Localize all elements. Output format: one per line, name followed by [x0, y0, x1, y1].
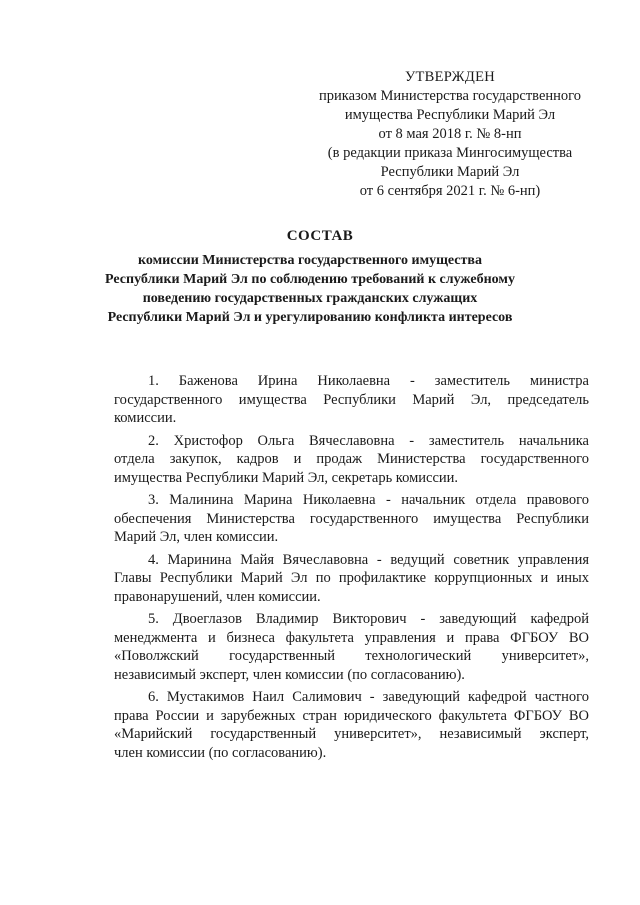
approval-line: (в редакции приказа Мингосимущества	[327, 145, 573, 161]
member-line: Главы Республики Марий Эл по профилактике коррупционных и иных	[114, 570, 589, 586]
member-line: «Марийский государственный университет», независимый эксперт,	[114, 726, 589, 742]
document-subtitle	[80, 251, 540, 327]
approval-line: приказом Министерства государственного	[319, 88, 581, 104]
member-line: государственного имущества Республики Марий Эл, председатель	[114, 391, 589, 408]
members-list	[114, 372, 589, 766]
member-line: 2. Христофор Ольга Вячеславовна - заместитель начальника	[148, 432, 589, 449]
list-item	[114, 688, 589, 762]
approval-line: от 6 сентября 2021 г. № 6-нп)	[359, 183, 541, 199]
list-item	[114, 432, 589, 488]
member-line: обеспечения Министерства государственного имущества Республики	[114, 510, 589, 527]
member-line: 6. Мустакимов Наил Салимович - заведующий кафедрой частного	[148, 689, 589, 705]
list-item	[114, 610, 589, 684]
approval-stamp-block	[300, 68, 600, 201]
approval-line: от 8 мая 2018 г. № 8-нп	[378, 126, 522, 142]
list-item	[114, 551, 589, 607]
member-line: менеджмента и бизнеса факультета управления и права ФГБОУ ВО	[114, 629, 589, 646]
member-line: 1. Баженова Ирина Николаевна - заместитель министра	[148, 373, 589, 389]
member-line: имущества Республики Марий Эл, секретарь комиссии.	[114, 469, 459, 486]
member-line: комиссии.	[114, 410, 177, 426]
member-line: отдела закупок, кадров и продаж Министерства государственного	[114, 451, 589, 467]
member-line: Марий Эл, член комиссии.	[114, 529, 279, 545]
member-line: права России и зарубежных стран юридического факультета ФГБОУ ВО	[114, 707, 589, 724]
subtitle-line: поведению государственных гражданских служащих	[142, 291, 478, 306]
document-title: СОСТАВ	[286, 228, 354, 244]
approval-line: Республики Марий Эл	[380, 164, 520, 180]
member-line: 4. Маринина Майя Вячеславовна - ведущий советник управления	[148, 551, 589, 568]
subtitle-line: комиссии Министерства государственного имущества	[138, 253, 482, 268]
approval-line: имущества Республики Марий Эл	[344, 107, 556, 123]
member-line: «Поволжский государственный технологический университет»,	[114, 648, 589, 664]
member-line: правонарушений, член комиссии.	[114, 588, 321, 605]
approval-line: УТВЕРЖДЕН	[404, 69, 496, 85]
member-line: член комиссии (по согласованию).	[114, 744, 327, 761]
list-item	[114, 491, 589, 547]
member-line: независимый эксперт, член комиссии (по согласованию).	[114, 666, 465, 683]
member-line: 3. Малинина Марина Николаевна - начальник отдела правового	[148, 492, 589, 508]
subtitle-line: Республики Марий Эл и урегулированию конфликта интересов	[107, 310, 513, 325]
list-item	[114, 372, 589, 428]
member-line: 5. Двоеглазов Владимир Викторович - заведующий кафедрой	[148, 611, 589, 627]
subtitle-line: Республики Марий Эл по соблюдению требований к служебному	[105, 272, 515, 287]
